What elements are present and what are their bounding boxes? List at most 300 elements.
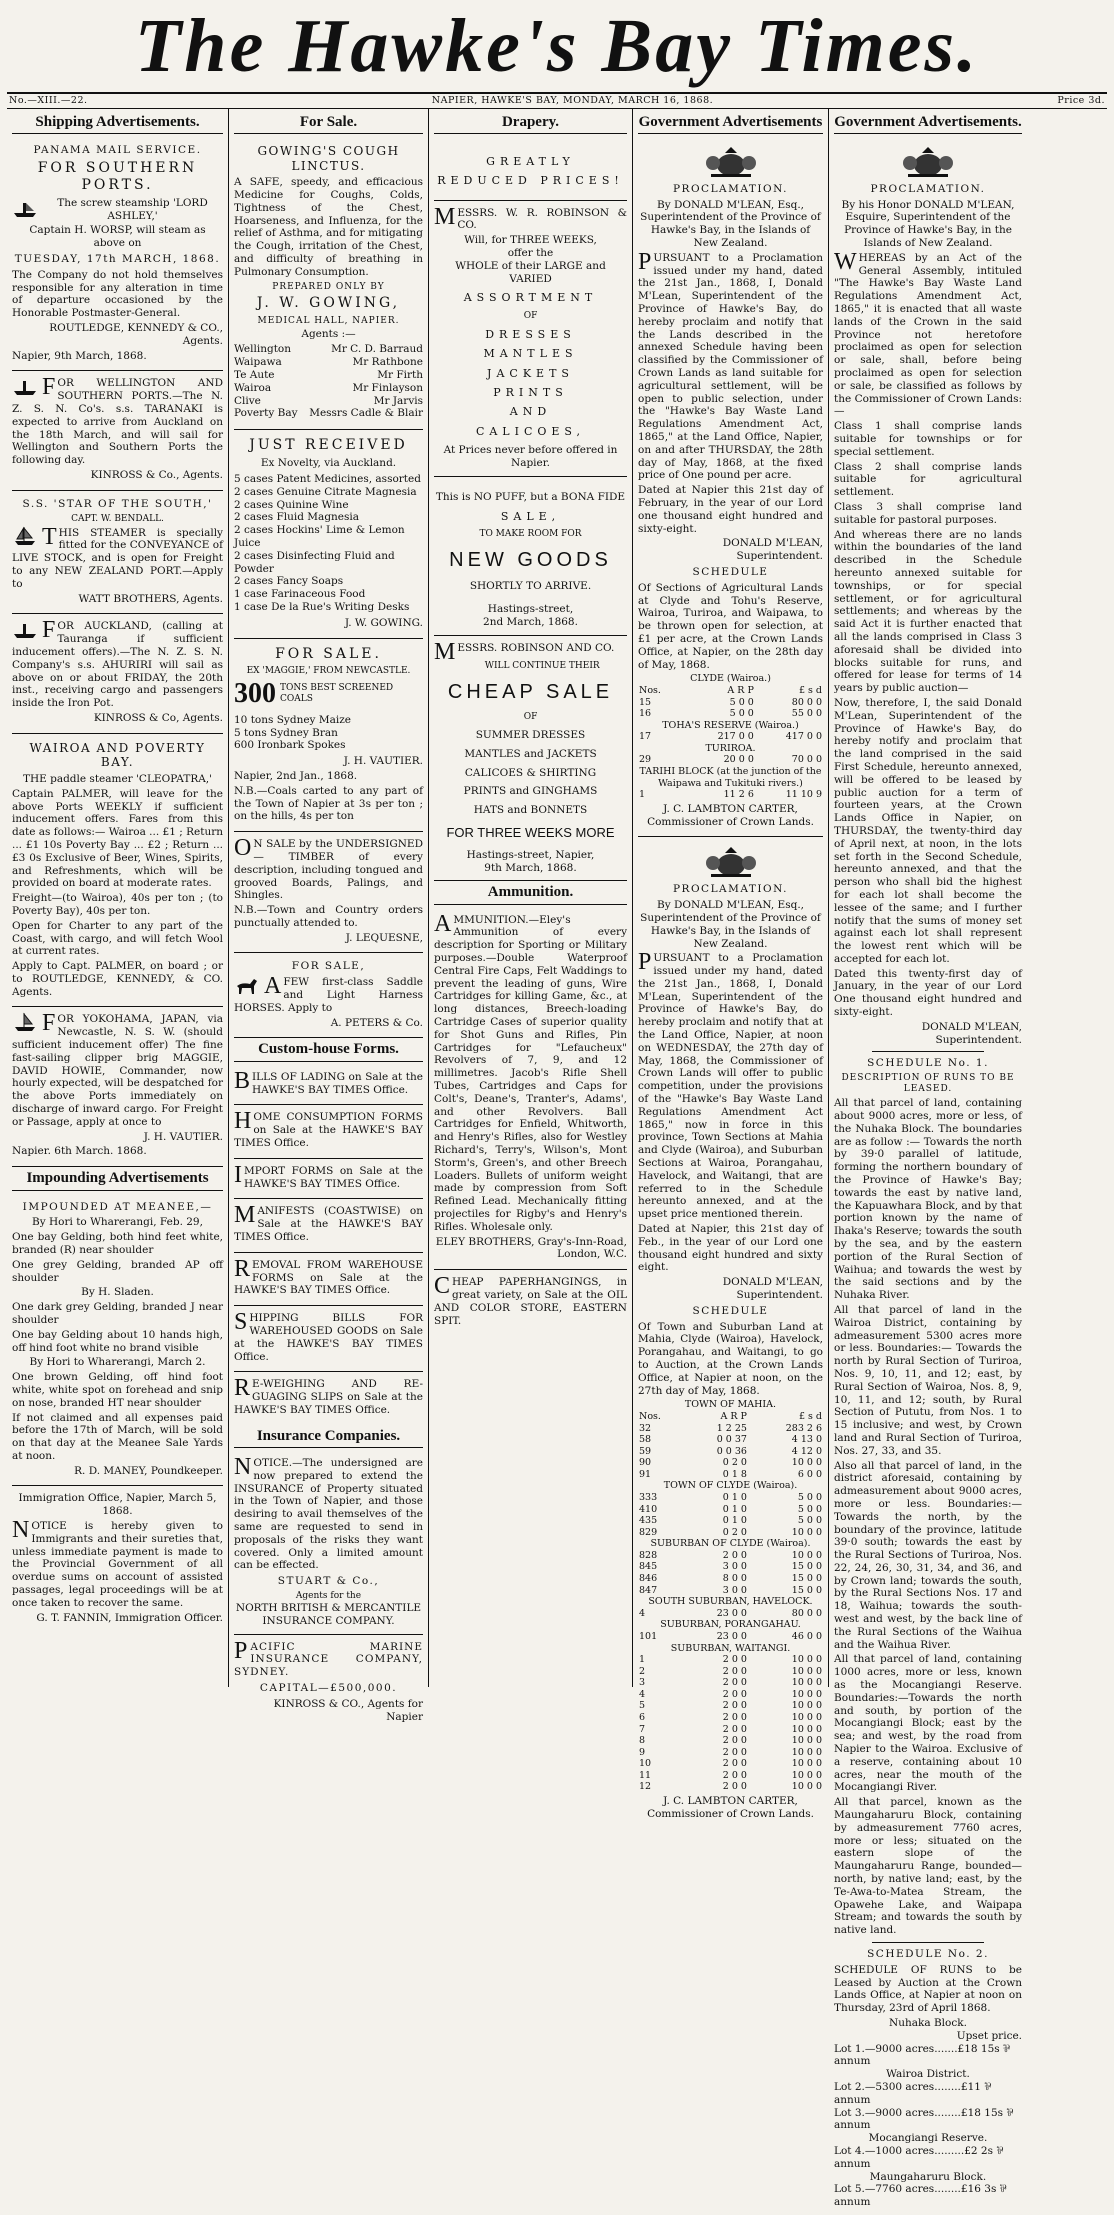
table-cell: 2 0 0 <box>722 1654 747 1666</box>
ad-text: One brown Gelding, off hind foot white, white spot on forehead and snip on nose, branded HT near shoulder <box>12 1371 223 1409</box>
table-cell: 0 1 0 <box>722 1503 747 1515</box>
list-item: 1 case De la Rue's Writing Desks <box>234 600 410 613</box>
table-cell: 2 0 0 <box>722 1723 747 1735</box>
lot-row: Wairoa District. <box>886 2068 970 2081</box>
section-heading-for-sale: For Sale. <box>234 113 423 134</box>
table-cell: 10 0 0 <box>791 1677 822 1689</box>
ad-text: By DONALD M'LEAN, Esq., Superintendent of the Province of Hawke's Bay, in the Islands of New Zealand. <box>640 899 821 950</box>
table-row <box>638 1770 823 1782</box>
proclamation-paragraph: Class 2 shall comprise lands suitable for agricultural settlement. <box>834 460 1022 499</box>
table-cell: 12 <box>639 1781 652 1793</box>
ad-subheading: FOR SOUTHERN PORTS. <box>37 159 198 193</box>
ad-text: Will, for THREE WEEKS, <box>464 234 597 247</box>
proclamation-paragraph: Class 3 shall comprise land suitable for pastoral purposes. <box>834 501 1022 526</box>
table-cell: 5 0 0 <box>797 1492 822 1504</box>
ad-text: This is NO PUFF, but a BONA FIDE <box>435 490 626 503</box>
agents-list <box>234 343 423 420</box>
ad-text: NORTH BRITISH & MERCANTILE INSURANCE COMPANY. <box>235 1601 422 1627</box>
ad-text: Of Sections of Agricultural Lands at Clyde and Tohu's Reserve, Wairoa, Turiroa, and Waipawa, to be thrown open for selection, at £1 per acre, at the Crown Lands Office, at Napier, on the 28th day of May, 1868. <box>638 581 823 671</box>
goods-item: AND <box>509 405 552 419</box>
table-cell: £ s d <box>798 1410 822 1422</box>
ad-just-received <box>234 430 423 638</box>
table-cell: 10 0 0 <box>791 1688 822 1700</box>
ad-heading: JUST RECEIVED <box>249 437 408 454</box>
ad-text: HOME CONSUMPTION FORMS on Sale at the HAWKE'S BAY TIMES Office. <box>234 1108 423 1149</box>
table-cell: 0 1 8 <box>722 1468 747 1480</box>
table-row <box>638 1631 823 1643</box>
agent-row <box>234 369 423 382</box>
sale-item: SUMMER DRESSES <box>475 728 586 741</box>
table-row <box>638 1747 823 1759</box>
table-cell: 6 0 0 <box>797 1468 822 1480</box>
ad-coals <box>234 639 423 833</box>
ad-signature: J. LEQUESNE, <box>345 931 423 944</box>
table-row <box>638 1724 823 1736</box>
agent-place: Wellington <box>234 343 292 356</box>
table-row <box>638 1689 823 1701</box>
volume-number: No.—XIII.—22. <box>9 95 88 106</box>
ad-text: N.B.—Town and Country orders punctually attended to. <box>234 904 423 929</box>
table-cell: 10 0 0 <box>791 1457 822 1469</box>
table-row <box>638 731 823 743</box>
schedule-paragraph: All that parcel of land, containing about 9000 acres, more or less, of the Nuhaka Block. The boundaries are as follow :— Towards the north by 39·0 parallel of latitude, forming the northern boundary of the Province of Hawke's Bay; towards the east by native land, the Kapuawhara Block, and by that portion known by the name of Ihaka's Reserve; towards the south by the sea, and by the eastern portion of the Rural Section of Waihua; and towards the west by the said sections and by the Nuhaka River. <box>834 1097 1022 1302</box>
table-cell: 5 0 0 <box>729 696 754 708</box>
table-cell: 23 0 0 <box>716 1607 747 1619</box>
ad-text: Open for Charter to any part of the Coast, with cargo, and will fetch Wool at current rates. <box>12 919 223 958</box>
ad-ship-name: THE paddle steamer 'CLEOPATRA,' <box>22 772 213 785</box>
table-cell: 11 10 9 <box>785 789 822 801</box>
ad-ship-name: The screw steamship 'LORD ASHLEY,' <box>57 196 208 222</box>
ad-heading: FOR SALE. <box>275 645 382 662</box>
list-item: 5 cases Patent Medicines, assorted <box>234 472 421 485</box>
table-cell: A R P <box>720 1410 747 1422</box>
table-cell: 283 2 6 <box>785 1422 822 1434</box>
royal-crest-icon <box>701 845 761 879</box>
table-cell: Nos. <box>639 684 661 696</box>
agent-row <box>234 382 423 395</box>
ad-text: One grey Gelding, branded AP off shoulder <box>12 1258 223 1284</box>
price: Price 3d. <box>1057 95 1105 106</box>
ad-heading: WAIROA AND POVERTY BAY. <box>29 740 206 770</box>
cheap-sale-heading: CHEAP SALE <box>447 680 614 703</box>
ad-text: PURSUANT to a Proclamation issued under my hand, dated the 21st Jan., 1868, I, Donald M'Lean, Superintendent of the Province of Hawke's Bay, do hereby proclaim and notify that at the Land Office, Napier, at noon on WEDNESDAY, the 27th day of May, 1868, the Commissioner of Crown Lands will offer to public competition, under the provisions of the "Hawke's Bay Waste Land Regulations Amendment Act 1865," now in force in this province, Town Sections at Mahia and Clyde (Wairoa), and Suburban Sections at Wairoa, Porangahau, Havelock, and Waitangi, that are referred to in the Schedule hereunto annexed, and at the upset price mentioned therein. <box>638 949 823 1221</box>
ad-text: If not claimed and all expenses paid before the 17th of March, will be sold on that day at the Meanee Sale Yards at noon. <box>12 1411 223 1462</box>
table-row <box>638 1550 823 1562</box>
table-cell: 90 <box>639 1457 652 1469</box>
table-cell: 2 0 0 <box>722 1769 747 1781</box>
ad-greatly-reduced <box>434 137 627 201</box>
proclamation-paragraph: WHEREAS by an Act of the General Assembly, intituled "The Hawke's Bay Waste Land Regulations Amendment Act, 1865," it is enacted that all waste lands of the Crown in the said Province not heretofore proclaimed as open for selection or sale, shall, before being proclaimed as open for selection or sale, be classified as follows by the Commissioner of Crown Lands:— <box>834 248 1022 418</box>
ad-text: WILL CONTINUE THEIR <box>484 660 600 671</box>
table-cell: 10 0 0 <box>791 1526 822 1538</box>
section-heading-ammunition: Ammunition. <box>434 883 627 904</box>
masthead <box>7 0 1107 92</box>
ad-text: NOTICE.—The undersigned are now prepared to extend the INSURANCE of Property situated in the Town of Napier, and those desiring to avail themselves of the same are requested to send in proposals of the risks they want covered. Only a limited amount can be effected. <box>234 1454 423 1572</box>
royal-crest-icon <box>701 145 761 179</box>
table-cell: 3 <box>639 1677 646 1689</box>
ad-text: By DONALD M'LEAN, Esq., Superintendent of the Province of Hawke's Bay, in the Islands of New Zealand. <box>640 198 821 250</box>
agent-name: Mr Firth <box>377 368 423 381</box>
table-row <box>638 1515 823 1527</box>
ad-text: AMMUNITION.—Eley's Ammunition of every description for Sporting or Military purposes.—Double Waterproof Central Fire Caps, Felt Waddings to prevent the leading of guns, Wire Cartridges for killing Game, &c., at long distances, Breech-loading Cartridge Cases of superior quality for Shot Guns and Rifles, Pin Cartridges for "Lefaucheux" Revolvers of 7, 9, and 12 millimetres. Jacob's Rifle Shell Tubes, Cartridges and Caps for Colt's, Deane's, Tranter's, Adams', and other Revolvers. Ball Cartridges for Enfield, Whitworth, and Henry's Rifles, also for Westley Richard's, Terry's, Wilson's, Mont Storm's, Green's, and other Breech Loaders. Bullets of uniform weight made by compression from Soft Refined Lead. Mechanically fitting projectiles for Rigby's and Henry's Rifles. Wholesale only. <box>434 910 627 1233</box>
table-row <box>638 1469 823 1481</box>
ad-signature: KINROSS & Co, Agents. <box>93 711 223 724</box>
ad-text: Apply to Capt. PALMER, on board ; or to ROUTLEDGE, KENNEDY, & CO. Agents. <box>12 960 223 998</box>
table-row <box>638 1735 823 1747</box>
ad-text: One dark grey Gelding, branded J near shoulder <box>12 1301 223 1326</box>
ad-signature: J. W. GOWING. <box>344 616 423 629</box>
lot-row: Lot 3.—9000 acres........£18 15s ⅌ annum <box>834 2106 1014 2132</box>
table-cell: 2 0 0 <box>722 1688 747 1700</box>
table-row <box>638 720 823 732</box>
ad-signature: J. H. VAUTIER. <box>343 755 423 768</box>
ad-signature: KINROSS & CO., Agents for Napier <box>273 1697 423 1723</box>
ad-pacific-marine <box>234 1635 423 1732</box>
table-row <box>638 697 823 709</box>
agent-name: Mr Finlayson <box>352 381 423 394</box>
ad-text: Freight—(to Wairoa), 40s per ton ; (to Poverty Bay), 40s per ton. <box>12 892 223 917</box>
ad-text: IMPORT FORMS on Sale at the HAWKE'S BAY TIMES Office. <box>234 1161 423 1190</box>
table-subheading: TOWN OF MAHIA. <box>684 1399 777 1411</box>
ad-text: By his Honor DONALD M'LEAN, Esquire, Superintendent of the Province of Hawke's Bay, in the Islands of New Zealand. <box>841 198 1015 250</box>
table-row <box>638 1457 823 1469</box>
table-row <box>638 1492 823 1504</box>
column-for-sale <box>229 109 429 1723</box>
list-item: 2 cases Disinfecting Fluid and Powder <box>234 549 395 575</box>
agent-name: Mr Rathbone <box>352 356 423 369</box>
list-item: 600 Ironbark Spokes <box>234 739 346 752</box>
ad-subheading: Ex Novelty, via Auckland. <box>260 457 397 470</box>
goods-item: PRINTS <box>493 386 568 400</box>
agent-row <box>234 343 423 356</box>
agent-row <box>234 407 423 420</box>
table-cell: 10 0 0 <box>791 1723 822 1735</box>
ad-date: 2nd March, 1868. <box>483 616 578 629</box>
ad-heading: IMPOUNDED AT MEANEE,— <box>22 1200 213 1213</box>
table-cell: 2 0 0 <box>722 1735 747 1747</box>
table-cell: 217 0 0 <box>717 731 754 743</box>
lot-row: Mocangiangi Reserve. <box>868 2132 988 2145</box>
agent-name: Messrs Cadle & Blair <box>309 407 423 420</box>
table-cell: 10 0 0 <box>791 1781 822 1793</box>
ad-text: By H. Sladen. <box>81 1286 154 1299</box>
schedule-paragraph: All that parcel, known as the Maungaharuru Block, containing by admeasurement 7760 acres, more or less; situated on the eastern slope of the Maungaharuru Range, bounded—north, by native land; east, by the Te-Awa-to-Matea Stream, the Opawehe Lake, and Waipapa Stream; and towards the south by native land. <box>834 1796 1022 1937</box>
table-row <box>638 1677 823 1689</box>
ad-text: One bay Gelding, both hind feet white, branded (R) near shoulder <box>12 1231 223 1256</box>
table-cell: 10 0 0 <box>791 1654 822 1666</box>
sale-item: MANTLES and JACKETS <box>464 747 597 760</box>
ad-heading: PROCLAMATION. <box>870 182 986 195</box>
table-row <box>638 1527 823 1539</box>
table-cell: 410 <box>639 1503 658 1515</box>
table-cell: 80 0 0 <box>791 696 822 708</box>
ad-star-of-the-south <box>12 491 223 615</box>
table-row <box>638 754 823 766</box>
table-cell: A R P <box>727 684 754 696</box>
table-cell: 435 <box>639 1515 658 1527</box>
table-row <box>638 1712 823 1724</box>
sale-item: PRINTS and GINGHAMS <box>463 785 598 798</box>
ad-text: SHIPPING BILLS FOR WAREHOUSED GOODS on Sale at the HAWKE'S BAY TIMES Office. <box>234 1309 423 1363</box>
lot-row: Lot 2.—5300 acres........£11 ⅌ annum <box>834 2080 992 2106</box>
section-heading-drapery: Drapery. <box>434 113 627 134</box>
table-cell: 10 0 0 <box>791 1758 822 1770</box>
table-row <box>638 673 823 685</box>
ad-text: Agents for the <box>295 1590 362 1601</box>
table-cell: 1 2 25 <box>716 1422 747 1434</box>
coal-quantity: 300 <box>234 677 276 709</box>
ad-text: By Hori to Wharerangi, March 2. <box>29 1356 206 1369</box>
table-subheading: SUBURBAN, PORANGAHAU. <box>660 1619 801 1631</box>
table-subheading: SUBURBAN OF CLYDE (Wairoa). <box>650 1538 811 1550</box>
ad-text: Agents :— <box>301 327 356 340</box>
items-list <box>234 714 423 752</box>
table-cell: 4 12 0 <box>791 1445 822 1457</box>
table-row <box>638 766 823 789</box>
table-cell: 333 <box>639 1492 658 1504</box>
ad-signature: J. C. LAMBTON CARTER, Commissioner of Crown Lands. <box>647 1795 814 1820</box>
table-cell: 15 0 0 <box>791 1561 822 1573</box>
ad-heading: GOWING'S COUGH LINCTUS. <box>257 143 400 173</box>
schedule-heading: SCHEDULE No. 2. <box>867 1948 989 1960</box>
goods-item: CALICOES, <box>475 424 586 438</box>
lot-row: Lot 5.—7760 acres........£16 3s ⅌ annum <box>834 2183 1007 2209</box>
table-cell: 828 <box>639 1549 658 1561</box>
section-heading-insurance: Insurance Companies. <box>234 1427 423 1448</box>
table-cell: 10 0 0 <box>791 1769 822 1781</box>
table-cell: 70 0 0 <box>791 754 822 766</box>
proclamation-paragraph: Dated this twenty-first day of January, in the year of our Lord One thousand eight hundred and sixty-eight. <box>834 967 1022 1019</box>
table-subheading: TOWN OF CLYDE (Wairoa). <box>663 1480 798 1492</box>
table-cell: 1 <box>639 1654 646 1666</box>
table-row <box>638 1434 823 1446</box>
table-cell: 23 0 0 <box>716 1630 747 1642</box>
table-cell: 11 2 6 <box>723 789 754 801</box>
table-subheading: TARIHI BLOCK (at the junction of the Waipawa and Tukituki rivers.) <box>639 765 822 789</box>
agent-place: Te Aute <box>234 368 275 381</box>
ad-text: AFEW first-class Saddle and Light Harness HORSES. Apply to <box>234 973 423 1014</box>
column-government-2 <box>829 109 1027 2209</box>
ad-signature: DONALD M'LEAN, Superintendent. <box>921 1020 1022 1046</box>
table-subheading: TURIROA. <box>705 742 756 754</box>
table-cell: 3 0 0 <box>722 1584 747 1596</box>
ad-signature: KINROSS & Co., Agents. <box>90 468 223 481</box>
ad-cough-linctus <box>234 137 423 430</box>
table-cell: 15 0 0 <box>791 1584 822 1596</box>
table-cell: 10 0 0 <box>791 1700 822 1712</box>
ad-text: Captain H. WORSP, will steam as above on <box>29 224 206 250</box>
ad-cheap-sale <box>434 636 627 882</box>
table-row <box>638 1700 823 1712</box>
table-subheading: SUBURBAN, WAITANGI. <box>670 1642 791 1654</box>
sailing-ship-icon <box>12 1011 38 1033</box>
ad-signature: ROUTLEDGE, KENNEDY & CO., Agents. <box>49 322 223 347</box>
table-cell: 32 <box>639 1422 652 1434</box>
list-item: 1 case Farinaceous Food <box>234 588 366 601</box>
table-cell: 0 2 0 <box>722 1457 747 1469</box>
ad-text: MEDICAL HALL, NAPIER. <box>257 315 400 326</box>
ad-text: Dated at Napier, this 21st day of Feb., in the year of our Lord one thousand eight hundred and sixty eight. <box>638 1223 823 1274</box>
ad-text: THIS STEAMER is specially fitted for the CONVEYANCE of LIVE STOCK, and is open for Freight to any NEW ZEALAND PORT.—Apply to <box>12 523 223 590</box>
table-row <box>638 1643 823 1655</box>
ad-text: FOR YOKOHAMA, JAPAN, via Newcastle, N. S. W. (should sufficient inducement offer) The fine fast-sailing clipper brig MAGGIE, DAVID HOWIE, Commander, now hourly expected, will be despatched for the above Ports immediately on discharge of inward cargo. For Freight or Passage, apply at once to <box>12 1010 223 1128</box>
proclamation-town-suburban <box>638 837 823 1828</box>
table-cell: 15 0 0 <box>791 1573 822 1585</box>
section-heading-government: Government Advertisements. <box>834 113 1022 134</box>
proclamation-paragraph: And whereas there are no lands within the boundaries of the land described in the Schedule hereunto annexed suitable for townships, or for special settlement, or for agricultural settlements; and whereas by the said Act it is further enacted that all the lands comprised in Class 3 aforesaid shall be divided into blocks suitable for runs, and offered for lease for terms of 14 years by public auction— <box>834 528 1022 695</box>
schedule-paragraph: Also all that parcel of land, in the district aforesaid, containing by admeasurement about 9000 acres, more or less. Boundaries:—Towards the north, by the boundary of the province, latitude 39·0 south; towards the east by the Rural Sections of Turiroa, Nos. 22, 24, 26, 30, 31, 34, and 36, and by Crown land; towards the south, by the Rural Sections Nos. 17 and 18, Waihua; towards the south-west and west, by the back line of the Rural Sections of the Waihua and the Waihua River. <box>834 1459 1022 1651</box>
ad-text: PREPARED ONLY BY <box>272 281 385 292</box>
ad-heading: PANAMA MAIL SERVICE. <box>33 143 202 156</box>
table-cell: 5 0 0 <box>797 1515 822 1527</box>
ad-text: By Hori to Wharerangi, Feb. 29, <box>32 1216 203 1229</box>
table-row <box>638 685 823 697</box>
table-cell: 59 <box>639 1445 652 1457</box>
items-list <box>234 473 423 614</box>
ad-signature: DONALD M'LEAN, Superintendent. <box>722 1276 823 1302</box>
list-item: 2 cases Quinine Wine <box>234 498 349 511</box>
table-cell: 2 0 0 <box>722 1746 747 1758</box>
table-cell: 2 0 0 <box>722 1665 747 1677</box>
ad-heading: GREATLY <box>486 154 575 168</box>
ad-text: RE-WEIGHING AND RE-GUAGING SLIPS on Sale at the HAWKE'S BAY TIMES Office. <box>234 1375 423 1416</box>
custom-form-ad <box>234 1159 423 1200</box>
table-cell: 11 <box>639 1769 652 1781</box>
new-goods-heading: NEW GOODS <box>449 549 612 572</box>
ad-text: BILLS OF LADING on Sale at the HAWKE'S BAY TIMES Office. <box>234 1067 423 1096</box>
ad-text: offer the <box>507 247 554 260</box>
ad-signature: J. C. LAMBTON CARTER, Commissioner of Crown Lands. <box>647 802 814 828</box>
table-cell: £ s d <box>798 684 822 696</box>
ad-signature: DONALD M'LEAN, Superintendent. <box>722 537 823 563</box>
list-item: 2 cases Fluid Magnesia <box>234 511 360 524</box>
table-cell: 1 <box>639 789 646 801</box>
ad-heading: PROCLAMATION. <box>672 883 789 896</box>
schedule-table <box>638 673 823 800</box>
table-cell: 0 0 37 <box>716 1434 747 1446</box>
table-row <box>638 1504 823 1516</box>
custom-house-forms-list <box>234 1065 423 1425</box>
section-heading-shipping: Shipping Advertisements. <box>12 113 223 134</box>
table-cell: 10 0 0 <box>791 1665 822 1677</box>
agent-place: Clive <box>234 394 261 407</box>
ad-text: TO MAKE ROOM FOR <box>479 529 582 540</box>
column-shipping <box>7 109 229 1687</box>
ad-text: The Company do not hold themselves responsible for any alteration in time of departure occasioned by the Honorable Postmaster-General. <box>12 268 223 320</box>
ad-text: WHOLE of their LARGE and VARIED <box>455 259 606 285</box>
table-cell: 2 0 0 <box>722 1781 747 1793</box>
table-cell: 101 <box>639 1630 658 1642</box>
proclamation-paragraph: Class 1 shall comprise lands suitable for townships or for special settlement. <box>834 420 1022 458</box>
table-cell: 10 0 0 <box>791 1746 822 1758</box>
table-row <box>638 743 823 755</box>
ad-heading: FOR THREE WEEKS MORE <box>446 824 615 840</box>
table-cell: 4 <box>639 1688 646 1700</box>
ad-text: A SAFE, speedy, and efficacious Medicine for Coughs, Colds, Tightness of the Chest, Hoarseness, and Influenza, for the relief of Asthma, and for mitigating the Cough, irritation of the Chest, and difficulty of breathing in Pulmonary Consumption. <box>234 176 423 278</box>
table-cell: 847 <box>639 1584 658 1596</box>
table-row <box>638 1538 823 1550</box>
table-cell: 0 1 0 <box>722 1515 747 1527</box>
table-cell: 5 0 0 <box>797 1503 822 1515</box>
steamship-icon <box>12 375 38 397</box>
table-cell: 417 0 0 <box>785 731 822 743</box>
table-row <box>638 1480 823 1492</box>
ad-date: TUESDAY, 17th MARCH, 1868. <box>14 253 221 266</box>
table-cell: 845 <box>639 1561 658 1573</box>
lots-list <box>834 2043 1022 2209</box>
sale-item: CALICOES & SHIRTING <box>464 766 597 779</box>
ad-signature: WATT BROTHERS, Agents. <box>78 592 223 605</box>
table-cell: 6 <box>639 1712 646 1723</box>
divider <box>872 1942 985 1943</box>
ad-text: At Prices never before offered in Napier. <box>443 444 618 470</box>
table-row <box>638 789 823 801</box>
agent-row <box>234 356 423 369</box>
table-cell: 4 <box>639 1607 646 1619</box>
ad-signature: G. T. FANNIN, Immigration Officer. <box>36 1611 223 1624</box>
table-subheading: TOHA'S RESERVE (Wairoa.) <box>662 719 799 731</box>
ad-text: SCHEDULE OF RUNS to be Leased by Auction at the Crown Lands Office, at Napier at noon on Thursday, 23rd of April 1868. <box>834 1963 1022 2015</box>
steamship-icon <box>12 197 38 219</box>
ad-subheading: CAPT. W. BENDALL. <box>71 513 164 524</box>
ad-signature: R. D. MANEY, Poundkeeper. <box>74 1464 223 1477</box>
table-cell: 9 <box>639 1746 646 1758</box>
sale-item: HATS and BONNETS <box>473 804 588 817</box>
schedule-subheading: DESCRIPTION OF RUNS TO BE LEASED. <box>841 1073 1015 1095</box>
column-government-1 <box>633 109 829 1820</box>
table-row <box>638 1561 823 1573</box>
section-heading-custom-house: Custom-house Forms. <box>234 1040 423 1061</box>
ad-heading: Immigration Office, Napier, March 5, 1868. <box>18 1492 217 1518</box>
ad-impounded <box>12 1194 223 1487</box>
table-cell: 2 0 0 <box>722 1549 747 1561</box>
ad-date: Napier, 2nd Jan., 1868. <box>234 769 358 782</box>
custom-form-ad <box>234 1253 423 1306</box>
ad-signature: J. H. VAUTIER. <box>143 1130 223 1143</box>
table-cell: 29 <box>639 754 652 766</box>
custom-form-ad <box>234 1065 423 1106</box>
ad-no-puff <box>434 477 627 636</box>
ad-text: FOR AUCKLAND, (calling at Tauranga if sufficient inducement offers).—The N. Z. S. N. Company's s.s. AHURIRI will sail as above on or about FRIDAY, the 20th inst., receiving cargo and passengers inside the Iron Pot. <box>12 617 223 710</box>
ad-horses <box>234 953 423 1038</box>
ad-text: MESSRS. W. R. ROBINSON & CO. <box>434 203 627 232</box>
schedule-table <box>638 1399 823 1793</box>
schedule-heading: SCHEDULE <box>692 1304 769 1317</box>
list-item: 2 cases Hockins' Lime & Lemon Juice <box>234 524 405 549</box>
ad-wairoa-poverty-bay <box>12 734 223 1008</box>
ad-ammunition <box>434 908 627 1271</box>
table-row <box>638 708 823 720</box>
table-row <box>638 1666 823 1678</box>
table-row <box>638 1423 823 1435</box>
ad-heading: J. W. GOWING, <box>256 295 401 312</box>
ad-text: Dated at Napier this 21st day of February, in the year of our Lord one thousand eight hundred and sixty-eight. <box>638 484 823 535</box>
table-cell: 0 0 36 <box>716 1445 747 1457</box>
table-cell: 55 0 0 <box>791 708 822 720</box>
table-cell: Nos. <box>639 1410 661 1422</box>
ad-text: Hastings-street, Napier, <box>466 848 595 861</box>
custom-form-ad <box>234 1372 423 1424</box>
table-cell: 2 <box>639 1665 646 1677</box>
newspaper-title: The Hawke's Bay Times. <box>134 4 980 88</box>
agent-name: Mr Jarvis <box>373 394 423 407</box>
ad-signature: ELEY BROTHERS, Gray's-Inn-Road, London, W.C. <box>435 1235 627 1261</box>
table-cell: 10 0 0 <box>791 1712 822 1723</box>
section-heading-impounding: Impounding Advertisements <box>12 1169 223 1190</box>
goods-item: DRESSES <box>485 327 576 341</box>
table-cell: 0 1 0 <box>722 1492 747 1504</box>
ad-text: MANIFESTS (COASTWISE) on Sale at the HAWKE'S BAY TIMES Office. <box>234 1202 423 1243</box>
